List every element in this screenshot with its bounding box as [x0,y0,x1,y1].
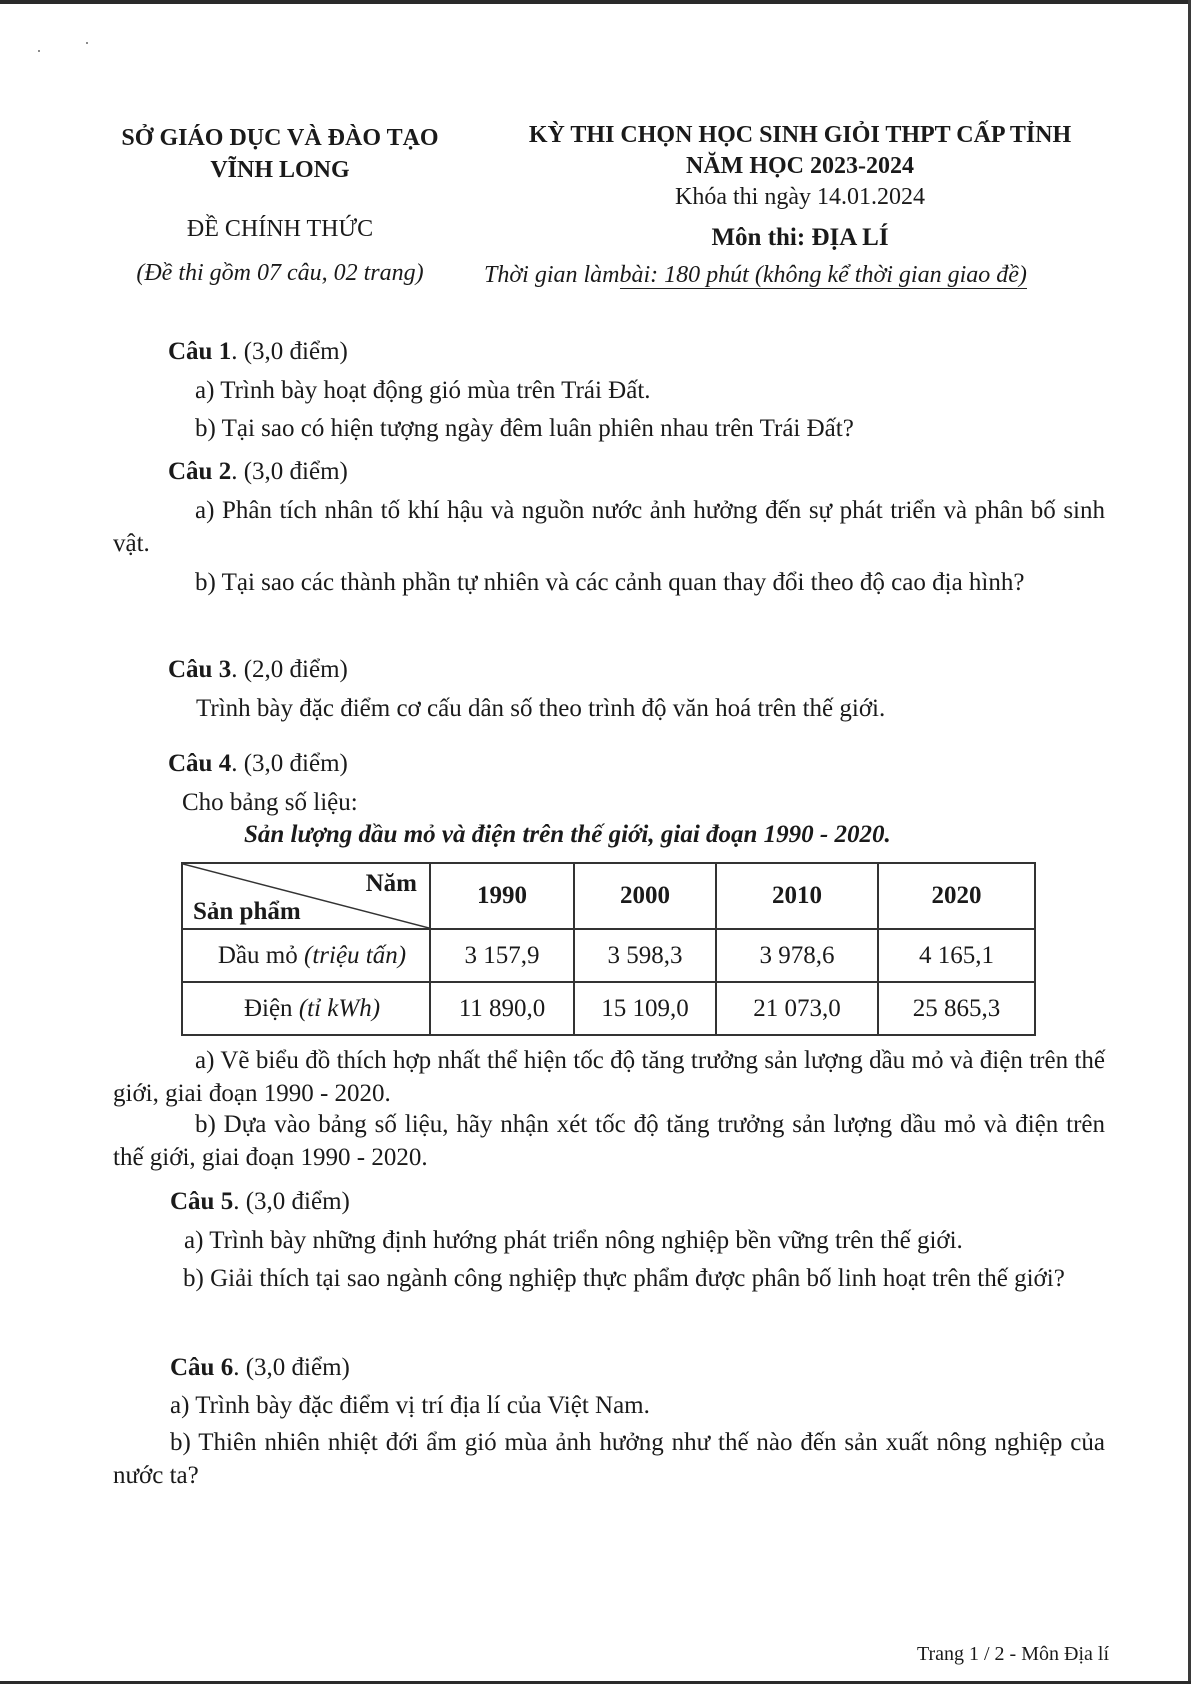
scan-speck [38,50,40,52]
table-cell: 4 165,1 [878,929,1035,982]
production-table [181,862,1036,1036]
question-6b-text: b) Thiên nhiên nhiệt đới ẩm gió mùa ảnh hưởng như thế nào đến sản xuất nông nghiệp của nước ta? [113,1429,1105,1489]
exam-name: KỲ THI CHỌN HỌC SINH GIỎI THPT CẤP TỈNH [528,122,1072,148]
year-header: 2020 [878,863,1035,929]
year-header: 1990 [430,863,574,929]
question-5b [113,1262,1105,1295]
question-title: Câu 6 [170,1354,234,1381]
question-points: . (3,0 điểm) [231,458,348,485]
table-cell: 3 598,3 [574,929,716,982]
question-1-heading [168,338,348,366]
question-5a: a) Trình bày những định hướng phát triển nông nghiệp bền vững trên thế giới. [184,1227,963,1254]
question-title: Câu 3 [168,656,232,683]
official-label: ĐỀ CHÍNH THỨC [186,216,374,242]
question-points: . (3,0 điểm) [231,750,348,777]
row-label [182,929,430,982]
table-header-row [182,863,1035,929]
question-title: Câu 2 [168,458,232,485]
question-2b [113,566,1105,599]
question-4b-text: b) Dựa vào bảng số liệu, hãy nhận xét tốc độ tăng trưởng sản lượng dầu mỏ và điện trên thế giới, giai đoạn 1990 - 2020. [113,1111,1105,1171]
table-cell: 15 109,0 [574,982,716,1035]
subject: Môn thi: ĐỊA LÍ [711,224,889,251]
question-1a: a) Trình bày hoạt động gió mùa trên Trái Đất. [195,377,651,404]
issuing-department [105,122,455,186]
year-header: 2010 [716,863,878,929]
duration-prefix: Thời gian làm [484,262,620,288]
table-row [182,929,1035,982]
question-2a-text: a) Phân tích nhân tố khí hậu và nguồn nước ảnh hưởng đến sự phát triển và phân bố sinh vật. [113,497,1105,557]
question-points: . (2,0 điểm) [231,656,348,683]
question-points: . (3,0 điểm) [233,1354,350,1381]
question-5b-text: b) Giải thích tại sao ngành công nghiệp thực phẩm được phân bố linh hoạt trên thế giới? [183,1265,1065,1292]
table-cell: 3 157,9 [430,929,574,982]
question-4-heading [168,750,348,778]
product-unit: (tỉ kWh) [298,994,381,1022]
question-5-heading [170,1188,350,1216]
question-4b [113,1108,1105,1174]
question-2-heading [168,458,348,486]
question-4a [113,1044,1105,1110]
question-6-heading [170,1354,350,1382]
product-name: Dầu mỏ [217,941,298,969]
table-cell: 25 865,3 [878,982,1035,1035]
question-title: Câu 1 [168,338,232,365]
corner-product-label: Sản phẩm [193,898,301,925]
page-footer: Trang 1 / 2 - Môn Địa lí [916,1643,1109,1665]
table-intro: Cho bảng số liệu: [182,789,358,816]
product-unit: (triệu tấn) [304,941,407,969]
question-title: Câu 5 [170,1188,234,1215]
table-cell: 21 073,0 [716,982,878,1035]
exam-info [480,120,1120,213]
question-4a-text: a) Vẽ biểu đồ thích hợp nhất thể hiện tốc độ tăng trưởng sản lượng dầu mỏ và điện trên thế giới, giai đoạn 1990 - 2020. [113,1047,1105,1107]
row-label [182,982,430,1035]
question-title: Câu 4 [168,750,232,777]
scan-speck [86,42,88,44]
table-cell: 11 890,0 [430,982,574,1035]
question-3-text: Trình bày đặc điểm cơ cấu dân số theo trình độ văn hoá trên thế giới. [196,695,886,722]
question-1b: b) Tại sao có hiện tượng ngày đêm luân phiên nhau trên Trái Đất? [195,415,854,442]
corner-year-label: Năm [365,870,417,897]
exam-duration [484,262,1027,289]
question-points: . (3,0 điểm) [233,1188,350,1215]
table-corner-cell [182,863,430,929]
question-3-heading [168,656,348,684]
year-header: 2000 [574,863,716,929]
scan-top-edge [0,0,1191,4]
pages-note: (Đề thi gồm 07 câu, 02 trang) [136,260,424,286]
school-year: NĂM HỌC 2023-2024 [686,153,914,179]
table-row [182,982,1035,1035]
question-6a: a) Trình bày đặc điểm vị trí địa lí của Việt Nam. [170,1392,650,1419]
duration-detail: bài: 180 phút (không kể thời gian giao đề) [619,262,1027,288]
table-title: Sản lượng dầu mỏ và điện trên thế giới, giai đoạn 1990 - 2020. [244,821,891,848]
question-2b-text: b) Tại sao các thành phần tự nhiên và các cảnh quan thay đổi theo độ cao địa hình? [195,569,1025,596]
question-points: . (3,0 điểm) [231,338,348,365]
table-cell: 3 978,6 [716,929,878,982]
department-name: SỞ GIÁO DỤC VÀ ĐÀO TẠO [121,125,439,151]
question-6b [113,1426,1105,1492]
province-name: VĨNH LONG [210,157,350,183]
exam-date: Khóa thi ngày 14.01.2024 [675,184,925,210]
question-2a [113,494,1105,560]
product-name: Điện [243,994,293,1022]
